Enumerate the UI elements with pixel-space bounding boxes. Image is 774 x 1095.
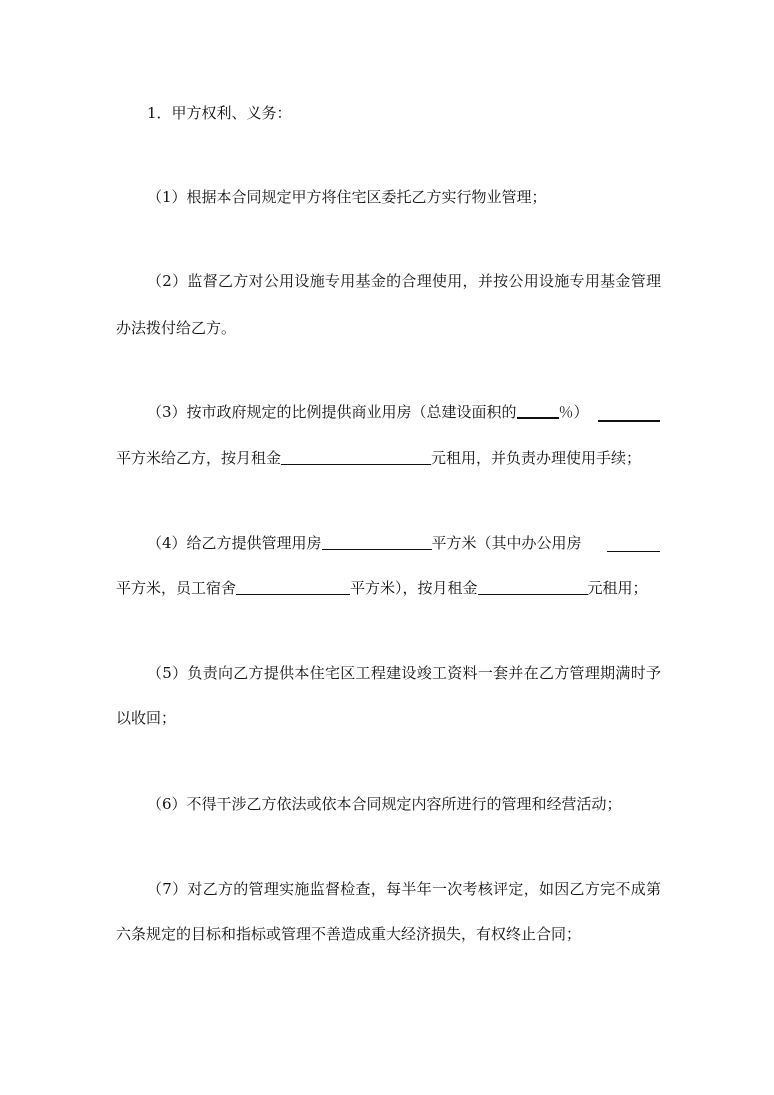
clause-3-text-d: 元租用，并负责办理使用手续； [431,449,642,467]
clause-3-line-2 [116,448,661,468]
clause-2-line-1: （2）监督乙方对公用设施专用基金的合理使用，并按公用设施专用基金管理 [147,272,661,290]
clause-4-line-1 [147,533,661,553]
clause-4-text-b: 平方米（其中办公用房 [431,534,582,552]
clause-3-text-b: ％） [558,403,589,421]
clause-5-line-2: 以收回； [116,709,177,727]
clause-6: （6）不得干涉乙方依法或依本合同规定内容所进行的管理和经营活动； [147,795,622,813]
blank-rent-management[interactable] [478,580,588,595]
clause-2-line-2: 办法拨付给乙方。 [116,319,237,337]
clause-3-text-c: 平方米给乙方，按月租金 [116,449,282,467]
clause-4-text-e: 元租用； [587,579,648,597]
clause-7-line-1: （7）对乙方的管理实施监督检查，每半年一次考核评定，如因乙方完不成第 [147,880,661,898]
clause-3-line-1 [147,402,661,422]
blank-area-dormitory[interactable] [236,580,350,595]
blank-rent-commercial[interactable] [281,450,431,465]
clause-4-text-c: 平方米，员工宿舍 [116,579,237,597]
clause-4-text-d: 平方米），按月租金 [350,579,478,597]
blank-percent[interactable] [517,403,559,419]
blank-area-management[interactable] [322,535,432,550]
clause-1: （1）根据本合同规定甲方将住宅区委托乙方实行物业管理； [147,188,547,206]
section-heading: 1．甲方权利、义务： [147,104,292,122]
clause-7-line-2: 六条规定的目标和指标或管理不善造成重大经济损失，有权终止合同； [116,925,582,943]
blank-area-commercial[interactable] [598,406,660,422]
blank-area-office[interactable] [607,537,660,552]
clause-5-line-1: （5）负责向乙方提供本住宅区工程建设竣工资料一套并在乙方管理期满时予 [147,664,661,682]
clause-3-text-a: （3）按市政府规定的比例提供商业用房（总建设面积的 [147,403,517,421]
clause-4-line-2 [116,578,661,598]
clause-4-text-a: （4）给乙方提供管理用房 [147,534,322,552]
